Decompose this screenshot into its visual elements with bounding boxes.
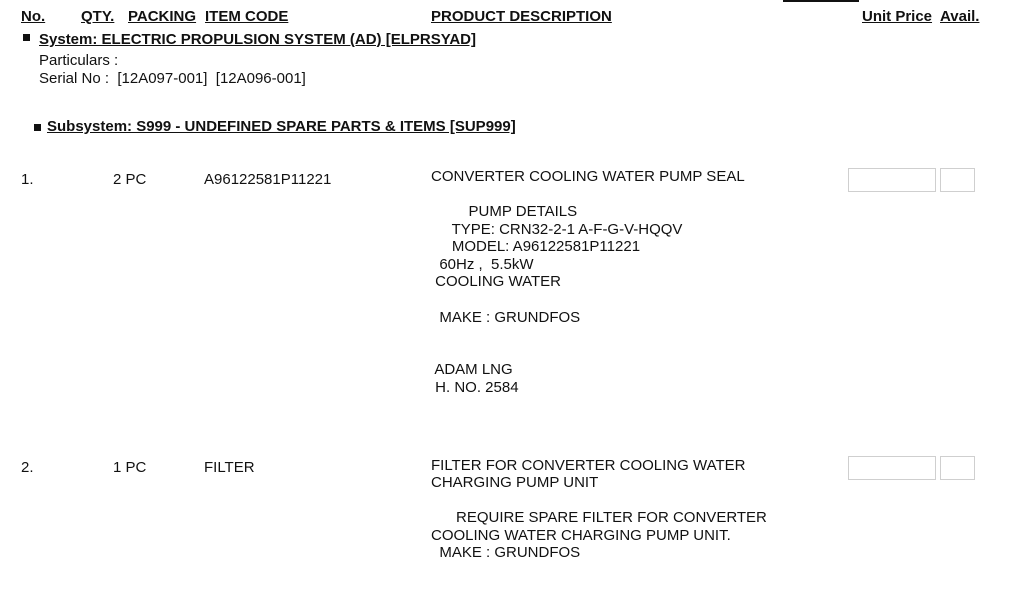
system-bullet-icon [23, 34, 30, 41]
subsystem-title: Subsystem: S999 - UNDEFINED SPARE PARTS & ITEMS [SUP999] [47, 118, 516, 135]
col-header-avail: Avail. [940, 8, 980, 25]
top-rule [783, 0, 859, 2]
item-no: 2. [21, 459, 34, 476]
col-header-item-code: ITEM CODE [205, 8, 289, 25]
col-header-unit-price: Unit Price [862, 8, 933, 25]
avail-field[interactable] [940, 456, 975, 480]
col-header-packing: PACKING [128, 8, 197, 25]
item-details: REQUIRE SPARE FILTER FOR CONVERTER COOLING WATER CHARGING PUMP UNIT. MAKE : GRUNDFOS [431, 509, 767, 562]
item-no: 1. [21, 171, 34, 188]
system-title: System: ELECTRIC PROPULSION SYSTEM (AD) [ELPRSYAD] [39, 31, 476, 48]
item-title-line-2: CHARGING PUMP UNIT [431, 474, 599, 491]
item-code: A96122581P11221 [204, 171, 332, 188]
item-qty: 2 PC [113, 171, 147, 188]
unit-price-field[interactable] [848, 456, 936, 480]
item-qty: 1 PC [113, 459, 147, 476]
subsystem-bullet-icon [34, 124, 41, 131]
serial-line: Serial No : [12A097-001] [12A096-001] [39, 70, 306, 87]
particulars-label: Particulars : [39, 52, 119, 69]
item-code: FILTER [204, 459, 255, 476]
col-header-description: PRODUCT DESCRIPTION [431, 8, 612, 25]
unit-price-field[interactable] [848, 168, 936, 192]
item-title-line-1: FILTER FOR CONVERTER COOLING WATER [431, 457, 746, 474]
col-header-no: No. [21, 8, 46, 25]
avail-field[interactable] [940, 168, 975, 192]
col-header-qty: QTY. [81, 8, 115, 25]
item-details: PUMP DETAILS TYPE: CRN32-2-1 A-F-G-V-HQQV MODEL: A96122581P11221 60Hz , 5.5kW COOLING WATER MAKE : GRUNDFOS ADAM LNG H. NO. 2584 [434, 203, 683, 396]
item-title: CONVERTER COOLING WATER PUMP SEAL [431, 168, 745, 185]
